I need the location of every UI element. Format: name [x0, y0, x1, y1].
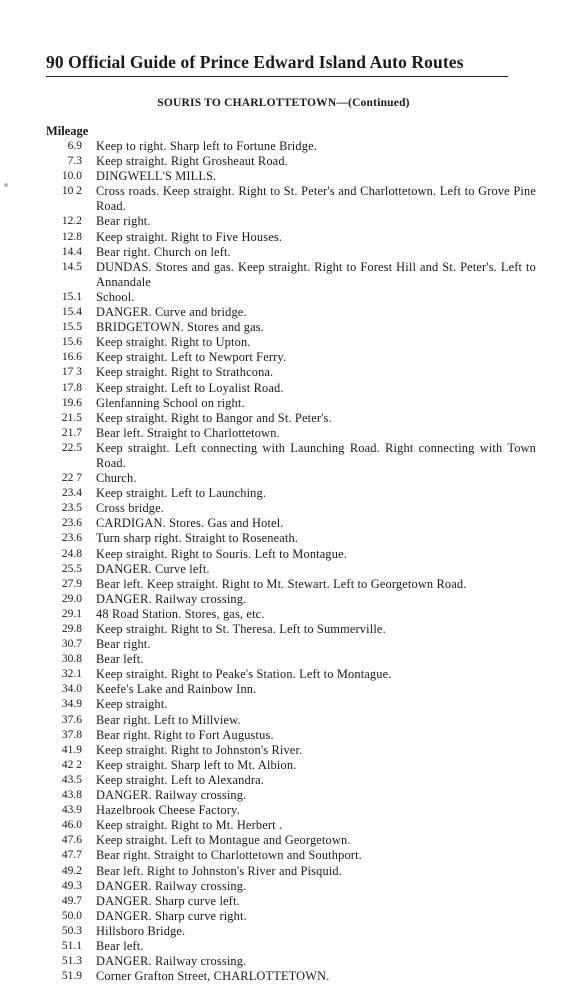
route-row: [46, 486, 536, 501]
route-row: [46, 154, 536, 169]
route-direction: Keep straight. Right to Peake's Station. Left to Montague.: [96, 667, 392, 682]
mileage-value: 14.5: [61, 260, 82, 273]
mileage-value: 23.5: [61, 502, 82, 515]
mileage-value: 50.0: [61, 909, 82, 922]
route-row: [46, 713, 536, 728]
mileage-value: 30.8: [61, 653, 82, 666]
mileage-value: 50.3: [61, 924, 82, 937]
mileage-value: 43.5: [61, 773, 82, 786]
route-direction: DUNDAS. Stores and gas. Keep straight. Right to Forest Hill and St. Peter's. Left to Annandale: [96, 259, 536, 289]
mileage-value: 25.5: [61, 562, 82, 575]
route-direction: Glenfanning School on right.: [96, 395, 245, 410]
route-row: [46, 547, 536, 562]
mileage-value: 49.2: [61, 864, 82, 877]
route-row: [46, 818, 536, 833]
route-row: [46, 697, 536, 712]
route-row: [46, 350, 536, 365]
mileage-value: 22.5: [61, 441, 82, 454]
mileage-value: 43.9: [61, 804, 82, 817]
mileage-value: 47.6: [61, 834, 82, 847]
header-divider: [46, 76, 508, 77]
mileage-value: 49.7: [61, 894, 82, 907]
mileage-value: 41.9: [61, 743, 82, 756]
route-direction: DANGER. Railway crossing.: [96, 954, 247, 969]
route-row: [46, 139, 536, 154]
route-row: [46, 622, 536, 637]
page-header: 90 Official Guide of Prince Edward Island Auto Routes: [46, 52, 464, 72]
route-direction: Keep straight. Right to Johnston's River.: [96, 742, 303, 757]
route-row: [46, 803, 536, 818]
mileage-value: 10 2: [61, 185, 82, 198]
route-row: [46, 909, 536, 924]
route-row: [46, 426, 536, 441]
route-direction: DANGER. Curve left.: [96, 561, 210, 576]
mileage-value: 23.6: [61, 532, 82, 545]
mileage-value: 30.7: [61, 638, 82, 651]
mileage-value: 23.4: [61, 487, 82, 500]
mileage-value: 6.9: [67, 140, 82, 152]
route-row: [46, 471, 536, 486]
route-row: [46, 773, 536, 788]
mileage-value: 49.3: [61, 879, 82, 892]
route-direction: Bear right. Straight to Charlottetown and Southport.: [96, 848, 362, 863]
route-direction: Keep straight. Left to Alexandra.: [96, 772, 265, 787]
route-direction: Keep straight. Left to Newport Ferry.: [96, 350, 287, 365]
mileage-value: 19.6: [61, 396, 82, 409]
route-direction: Bear left. Right to Johnston's River and Pisquid.: [96, 863, 343, 878]
route-direction: Bear right. Church on left.: [96, 244, 231, 259]
route-row: [46, 833, 536, 848]
route-direction: Keep straight. Left connecting with Launching Road. Right connecting with Town Road.: [96, 440, 536, 470]
mileage-value: 17 3: [61, 366, 82, 379]
route-direction: Keep to right. Sharp left to Fortune Bridge.: [96, 139, 317, 153]
route-direction: Cross roads. Keep straight. Right to St. Peter's and Charlottetown. Left to Grove Pine Road.: [96, 184, 536, 214]
route-direction: Turn sharp right. Straight to Roseneath.: [96, 531, 299, 546]
margin-dot: [4, 183, 8, 187]
route-direction: Cross bridge.: [96, 501, 165, 516]
route-row: [46, 335, 536, 350]
route-row: [46, 562, 536, 577]
route-direction: CARDIGAN. Stores. Gas and Hotel.: [96, 516, 284, 531]
route-row: [46, 577, 536, 592]
route-direction: 48 Road Station. Stores, gas, etc.: [96, 606, 265, 621]
route-direction: Bear right.: [96, 214, 151, 229]
route-row: [46, 667, 536, 682]
mileage-value: 51.9: [61, 970, 82, 983]
route-direction: Keep straight. Left to Montague and Georgetown.: [96, 833, 351, 848]
route-row: [46, 924, 536, 939]
route-direction: Keep straight. Right to St. Theresa. Left to Summerville.: [96, 622, 386, 636]
route-direction: Bear left.: [96, 652, 144, 667]
mileage-value: 22 7: [61, 472, 82, 485]
route-direction: Corner Grafton Street, CHARLOTTETOWN.: [96, 969, 330, 984]
route-direction: Keep straight. Left to Loyalist Road.: [96, 380, 284, 395]
route-row: [46, 441, 536, 471]
mileage-value: 21.7: [61, 426, 82, 439]
route-direction: Keep straight. Right to Strathcona.: [96, 365, 274, 380]
mileage-value: 14.4: [61, 245, 82, 258]
mileage-value: 7.3: [67, 155, 82, 168]
route-direction: Bear left. Keep straight. Right to Mt. Stewart. Left to Georgetown Road.: [96, 576, 467, 591]
mileage-value: 17.8: [61, 381, 82, 394]
route-direction: Keep straight. Right to Five Houses.: [96, 229, 283, 244]
route-direction: DANGER. Sharp curve right.: [96, 908, 247, 923]
route-direction: Hazelbrook Cheese Factory.: [96, 803, 240, 818]
route-direction: Keep straight. Right to Mt. Herbert .: [96, 818, 283, 833]
route-row: [46, 230, 536, 245]
route-direction: Keep straight. Right Grosheaut Road.: [96, 154, 288, 169]
mileage-value: 51.3: [61, 955, 82, 968]
route-row: [46, 290, 536, 305]
mileage-value: 47.7: [61, 849, 82, 862]
route-row: [46, 728, 536, 743]
mileage-value: 27.9: [61, 577, 82, 590]
route-direction: Church.: [96, 471, 137, 486]
route-direction: Bear left. Straight to Charlottetown.: [96, 425, 280, 440]
route-row: [46, 788, 536, 803]
mileage-value: 23.6: [61, 517, 82, 530]
section-title: SOURIS TO CHARLOTTETOWN—(Continued): [157, 97, 410, 109]
route-direction: DINGWELL'S MILLS.: [96, 169, 217, 184]
route-direction: DANGER. Railway crossing.: [96, 591, 247, 606]
mileage-value: 32.1: [61, 668, 82, 681]
mileage-value: 15.5: [61, 321, 82, 334]
route-row: [46, 894, 536, 909]
route-row: [46, 682, 536, 697]
route-row: [46, 969, 536, 984]
mileage-value: 29.8: [61, 623, 82, 635]
route-direction: DANGER. Railway crossing.: [96, 788, 247, 803]
mileage-value: 34.9: [61, 698, 82, 711]
mileage-value: 37.6: [61, 713, 82, 726]
mileage-value: 16.6: [61, 351, 82, 364]
route-direction: DANGER. Railway crossing.: [96, 878, 247, 893]
mileage-value: 37.8: [61, 728, 82, 741]
route-direction: DANGER. Curve and bridge.: [96, 305, 247, 320]
route-row: [46, 879, 536, 894]
route-direction: BRIDGETOWN. Stores and gas.: [96, 320, 264, 335]
route-direction: Bear right. Right to Fort Augustus.: [96, 727, 274, 742]
mileage-value: 43.8: [61, 789, 82, 802]
route-direction: Hillsboro Bridge.: [96, 923, 186, 938]
mileage-value: 21.5: [61, 411, 82, 424]
route-row: [46, 381, 536, 396]
route-direction: DANGER. Sharp curve left.: [96, 893, 240, 908]
route-direction: Bear left.: [96, 938, 144, 953]
mileage-value: 10.0: [61, 170, 82, 183]
route-direction: Bear right. Left to Millview.: [96, 712, 241, 727]
mileage-value: 29.1: [61, 607, 82, 620]
route-row: [46, 411, 536, 426]
route-direction: Keep straight. Right to Souris. Left to Montague.: [96, 546, 347, 561]
mileage-label: Mileage: [46, 124, 89, 138]
mileage-value: 12.8: [61, 230, 82, 243]
route-direction: Keep straight. Sharp left to Mt. Albion.: [96, 757, 297, 772]
route-row: [46, 260, 536, 290]
mileage-value: 15.6: [61, 336, 82, 349]
route-row: [46, 396, 536, 411]
route-row: [46, 864, 536, 879]
mileage-value: 24.8: [61, 547, 82, 560]
route-row: [46, 652, 536, 667]
route-row: [46, 607, 536, 622]
route-direction: School.: [96, 289, 135, 304]
mileage-value: 29.0: [61, 592, 82, 605]
route-direction: Keep straight.: [96, 697, 168, 712]
route-row: [46, 758, 536, 773]
route-direction: Keep straight. Right to Upton.: [96, 335, 251, 350]
route-row: [46, 305, 536, 320]
route-direction: Keep straight. Right to Bangor and St. Peter's.: [96, 410, 332, 425]
route-row: [46, 320, 536, 335]
route-row: [46, 501, 536, 516]
route-direction: Bear right.: [96, 637, 151, 652]
route-direction: Keep straight. Left to Launching.: [96, 486, 267, 501]
mileage-value: 15.4: [61, 306, 82, 319]
route-row: [46, 939, 536, 954]
route-list: [46, 139, 536, 984]
route-row: [46, 954, 536, 969]
route-direction: Keefe's Lake and Rainbow Inn.: [96, 682, 257, 697]
mileage-value: 46.0: [61, 819, 82, 832]
route-row: [46, 516, 536, 531]
mileage-value: 15.1: [61, 290, 82, 303]
mileage-value: 51.1: [61, 939, 82, 952]
route-row: [46, 592, 536, 607]
route-row: [46, 743, 536, 758]
mileage-value: 12.2: [61, 215, 82, 228]
route-row: [46, 184, 536, 214]
mileage-value: 42 2: [61, 758, 82, 771]
mileage-value: 34.0: [61, 683, 82, 696]
route-row: [46, 245, 536, 260]
route-row: [46, 637, 536, 652]
route-row: [46, 848, 536, 863]
route-row: [46, 214, 536, 229]
route-row: [46, 531, 536, 546]
route-row: [46, 365, 536, 380]
route-row: [46, 169, 536, 184]
